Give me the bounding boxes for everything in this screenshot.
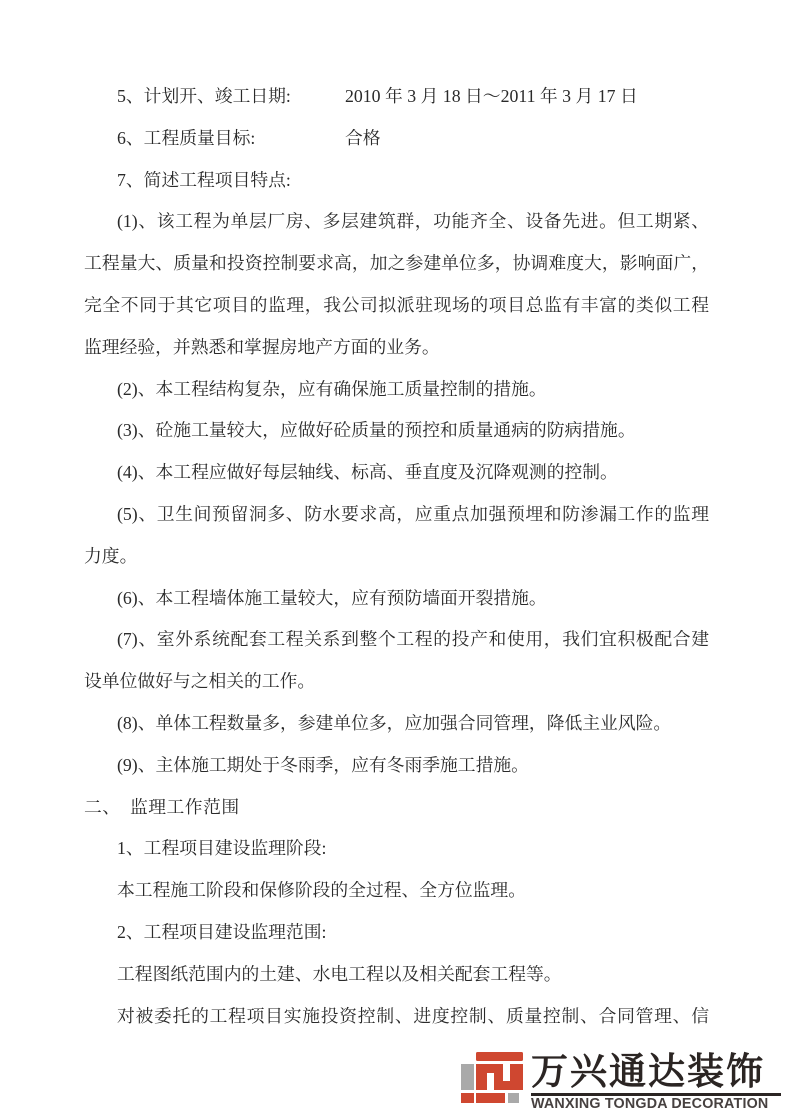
document-body [84,76,709,1037]
section-heading: 二、 监理工作范围 [84,796,240,817]
text-line: 对被委托的工程项目实施投资控制、进度控制、质量控制、合同管理、信 [117,1005,709,1026]
text-line: (7)、室外系统配套工程关系到整个工程的投产和使用，我们宜积极配合建 [117,629,709,650]
field-value: 2010 年 3 月 18 日～2011 年 3 月 17 日 [345,86,638,106]
company-logo [459,1052,781,1114]
text-line: (3)、砼施工量较大，应做好砼质量的预控和质量通病的防病措施。 [117,420,636,441]
text-line: 设单位做好与之相关的工作。 [84,671,316,692]
text-line: (6)、本工程墙体施工量较大，应有预防墙面开裂措施。 [117,587,547,608]
text-line: (8)、单体工程数量多，参建单位多，应加强合同管理，降低主业风险。 [117,712,672,733]
text-line [84,76,709,118]
text-line: (9)、主体施工期处于冬雨季，应有冬雨季施工措施。 [117,754,529,775]
logo-text-block [531,1052,781,1113]
text-line: 监理经验，并熟悉和掌握房地产方面的业务。 [84,336,440,357]
text-line: 1、工程项目建设监理阶段: [117,838,327,859]
text-line [84,118,709,160]
logo-chinese-name: 万兴通达装饰 [531,1051,765,1092]
text-line: (2)、本工程结构复杂，应有确保施工质量控制的措施。 [117,378,547,399]
text-line: 完全不同于其它项目的监理，我公司拟派驻现场的项目总监有丰富的类似工程 [84,294,709,315]
text-line: 力度。 [84,545,138,566]
text-line: 工程图纸范围内的土建、水电工程以及相关配套工程等。 [117,963,562,984]
text-line: 本工程施工阶段和保修阶段的全过程、全方位监理。 [117,880,526,901]
logo-english-name: WANXING TONGDA DECORATION [531,1096,769,1112]
field-label: 5、计划开、竣工日期: [117,86,291,106]
wanxing-logo-icon [459,1052,523,1103]
text-line: 工程量大、质量和投资控制要求高，加之参建单位多，协调难度大，影响面广， [84,253,709,274]
text-line: (1)、该工程为单层厂房、多层建筑群，功能齐全、设备先进。但工期紧、 [117,211,709,232]
field-value: 合格 [345,127,381,148]
text-line: 7、简述工程项目特点: [117,169,291,190]
field-label: 6、工程质量目标: [117,127,256,148]
text-line: (5)、卫生间预留洞多、防水要求高，应重点加强预埋和防渗漏工作的监理 [117,503,709,524]
text-line: (4)、本工程应做好每层轴线、标高、垂直度及沉降观测的控制。 [117,462,618,483]
text-line: 2、工程项目建设监理范围: [117,921,327,942]
